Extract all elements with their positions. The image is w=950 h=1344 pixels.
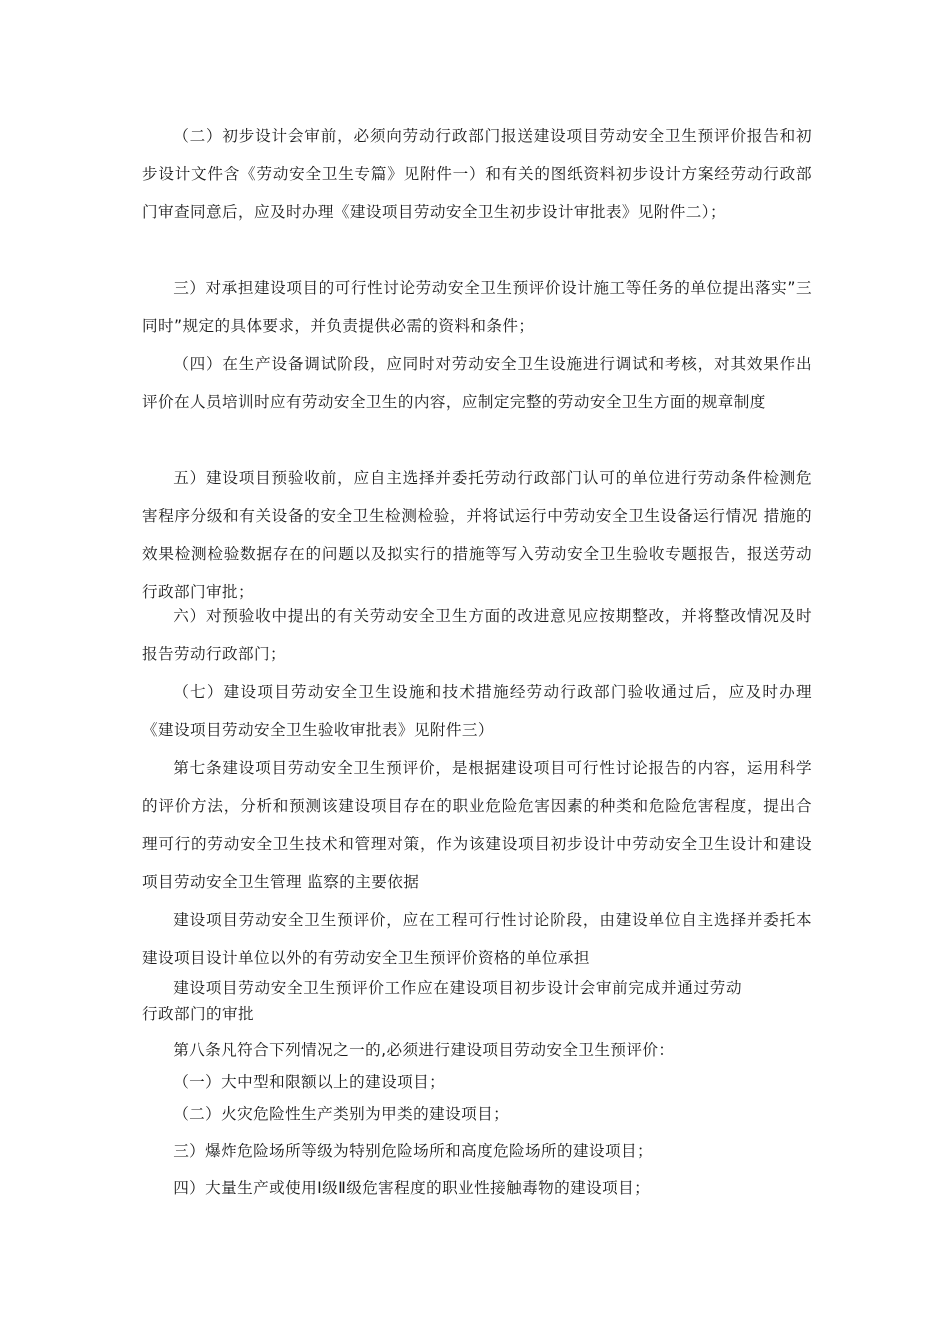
paragraph-pre-evaluation-timing: 建设项目劳动安全卫生预评价工作应在建设项目初步设计会审前完成并通过劳动行政部门的审批 — [142, 979, 742, 1023]
paragraph-article-eight: 第八条凡符合下列情况之一的,必须进行建设项目劳动安全卫生预评价： — [173, 1041, 675, 1059]
paragraph-rectification: 六）对预验收中提出的有关劳动安全卫生方面的改进意见应按期整改，并将整改情况及时报告劳动行政部门； — [142, 607, 812, 663]
paragraph-pre-acceptance: 五）建设项目预验收前，应自主选择并委托劳动行政部门认可的单位进行劳动条件检测危害程序分级和有关设备的安全卫生检测检验，并将试运行中劳动安全卫生设备运行情况 措施的效果检测检验数据存在的问题以及拟实行的措施等写入劳动安全卫生验收专题报告，报送劳动行政部门审批； — [142, 469, 812, 601]
paragraph-three-simultaneous: 三）对承担建设项目的可行性讨论劳动安全卫生预评价设计施工等任务的单位提出落实”三同时”规定的具体要求，并负责提供必需的资料和条件； — [142, 279, 812, 335]
list-item-toxic-substances: 四）大量生产或使用Ⅰ级Ⅱ级危害程度的职业性接触毒物的建设项目； — [173, 1179, 651, 1197]
list-item-explosion-hazard: 三）爆炸危险场所等级为特别危险场所和高度危险场所的建设项目； — [173, 1142, 654, 1160]
paragraph-article-seven: 第七条建设项目劳动安全卫生预评价，是根据建设项目可行性讨论报告的内容，运用科学的评价方法，分析和预测该建设项目存在的职业危险危害因素的种类和危险危害程度，提出合理可行的劳动安全卫生技术和管理对策，作为该建设项目初步设计中劳动安全卫生设计和建设项目劳动安全卫生管理 监察的主要依据 — [142, 759, 812, 891]
paragraph-acceptance-approval: （七）建设项目劳动安全卫生设施和技术措施经劳动行政部门验收通过后，应及时办理《建设项目劳动安全卫生验收审批表》见附件三） — [142, 683, 812, 739]
paragraph-design-review: （二）初步设计会审前，必须向劳动行政部门报送建设项目劳动安全卫生预评价报告和初步设计文件含《劳动安全卫生专篇》见附件一）和有关的图纸资料初步设计方案经劳动行政部门审查同意后，应及时办理《建设项目劳动安全卫生初步设计审批表》见附件二）； — [142, 127, 812, 221]
list-item-fire-hazard: （二）火灾危险性生产类别为甲类的建设项目； — [173, 1105, 510, 1123]
list-item-large-projects: （一）大中型和限额以上的建设项目； — [173, 1073, 446, 1091]
paragraph-equipment-testing: （四）在生产设备调试阶段，应同时对劳动安全卫生设施进行调试和考核，对其效果作出评价在人员培训时应有劳动安全卫生的内容，应制定完整的劳动安全卫生方面的规章制度 — [142, 355, 812, 411]
paragraph-pre-evaluation-stage: 建设项目劳动安全卫生预评价，应在工程可行性讨论阶段，由建设单位自主选择并委托本建设项目设计单位以外的有劳动安全卫生预评价资格的单位承担 — [142, 911, 812, 967]
